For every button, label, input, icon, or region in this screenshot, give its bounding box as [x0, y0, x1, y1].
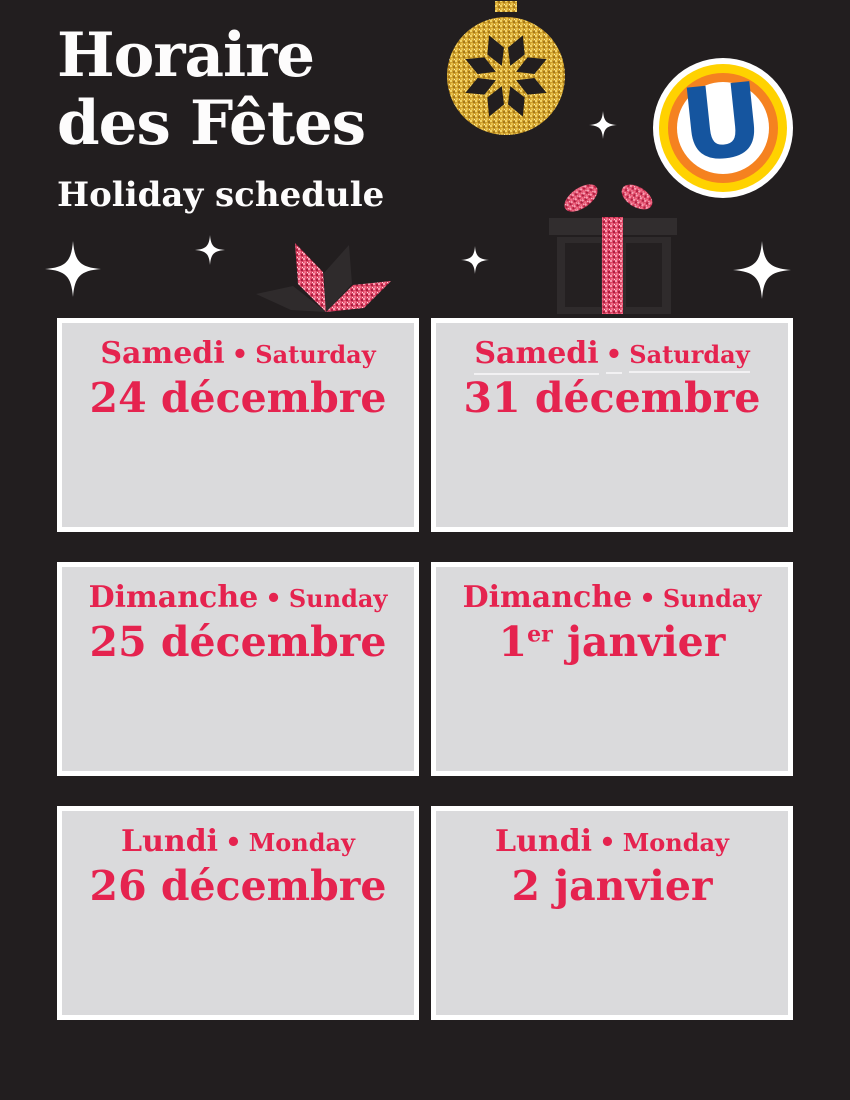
day-name-en: Monday: [248, 828, 356, 857]
sparkle-icon: [195, 235, 225, 265]
day-name-en: Monday: [622, 828, 730, 857]
schedule-card: [57, 806, 419, 1020]
day-name-en: Sunday: [288, 584, 388, 613]
date-number: 26: [89, 862, 147, 910]
day-name-fr: Lundi: [494, 824, 593, 859]
date-number: 25: [89, 618, 147, 666]
bullet-separator: •: [225, 828, 242, 858]
poster-subtitle: Holiday schedule: [57, 175, 385, 215]
card-day-line: [62, 825, 414, 863]
date-month: décembre: [146, 862, 387, 910]
schedule-card: [57, 318, 419, 532]
card-date: [436, 376, 788, 420]
card-day-line: [62, 581, 414, 619]
title-line-2: des Fêtes: [57, 88, 366, 159]
leaf-fan-icon: [248, 238, 398, 316]
gift-icon: [545, 180, 685, 315]
poster-header: [57, 22, 384, 215]
schedule-card: [431, 562, 793, 776]
title-line-1: Horaire: [57, 20, 315, 91]
date-ordinal: er: [527, 621, 553, 648]
card-day-line: [436, 337, 788, 375]
card-day-line: [62, 337, 414, 375]
day-name-fr: Dimanche: [462, 580, 633, 615]
bullet-separator: •: [639, 584, 656, 614]
schedule-card: [431, 806, 793, 1020]
sparkle-icon: [44, 241, 102, 297]
day-name-fr: Samedi: [474, 336, 598, 375]
brand-logo: [653, 58, 793, 198]
day-name-en: Sunday: [662, 584, 762, 613]
date-month: décembre: [520, 374, 761, 422]
day-name-fr: Dimanche: [88, 580, 259, 615]
bullet-separator: •: [231, 340, 249, 370]
date-number: 24: [89, 374, 147, 422]
schedule-card: [57, 562, 419, 776]
date-month: décembre: [146, 618, 387, 666]
day-name-en: Saturday: [255, 340, 376, 369]
date-month: décembre: [146, 374, 387, 422]
card-date: [62, 620, 414, 664]
card-date: [436, 864, 788, 908]
date-number: 1: [498, 618, 528, 666]
sparkle-icon: [589, 110, 617, 140]
date-month: janvier: [552, 618, 726, 666]
logo-disk: [675, 60, 769, 185]
bullet-separator: •: [599, 828, 616, 858]
date-number: 2: [511, 862, 540, 910]
day-name-en: Saturday: [629, 340, 749, 373]
date-month: janvier: [539, 862, 713, 910]
card-date: [436, 620, 788, 664]
card-day-line: [436, 825, 788, 863]
date-number: 31: [463, 374, 521, 422]
sparkle-icon: [461, 239, 489, 281]
logo-letter: U: [675, 60, 769, 185]
schedule-card: [431, 318, 793, 532]
sparkle-icon: [733, 241, 791, 299]
bullet-separator: •: [606, 340, 623, 374]
card-date: [62, 376, 414, 420]
card-day-line: [436, 581, 788, 619]
day-name-fr: Samedi: [100, 336, 225, 371]
bullet-separator: •: [265, 584, 282, 614]
day-name-fr: Lundi: [120, 824, 219, 859]
card-date: [62, 864, 414, 908]
ornament-icon: [440, 0, 572, 140]
poster-title: [57, 22, 384, 158]
schedule-grid: [57, 318, 793, 1020]
